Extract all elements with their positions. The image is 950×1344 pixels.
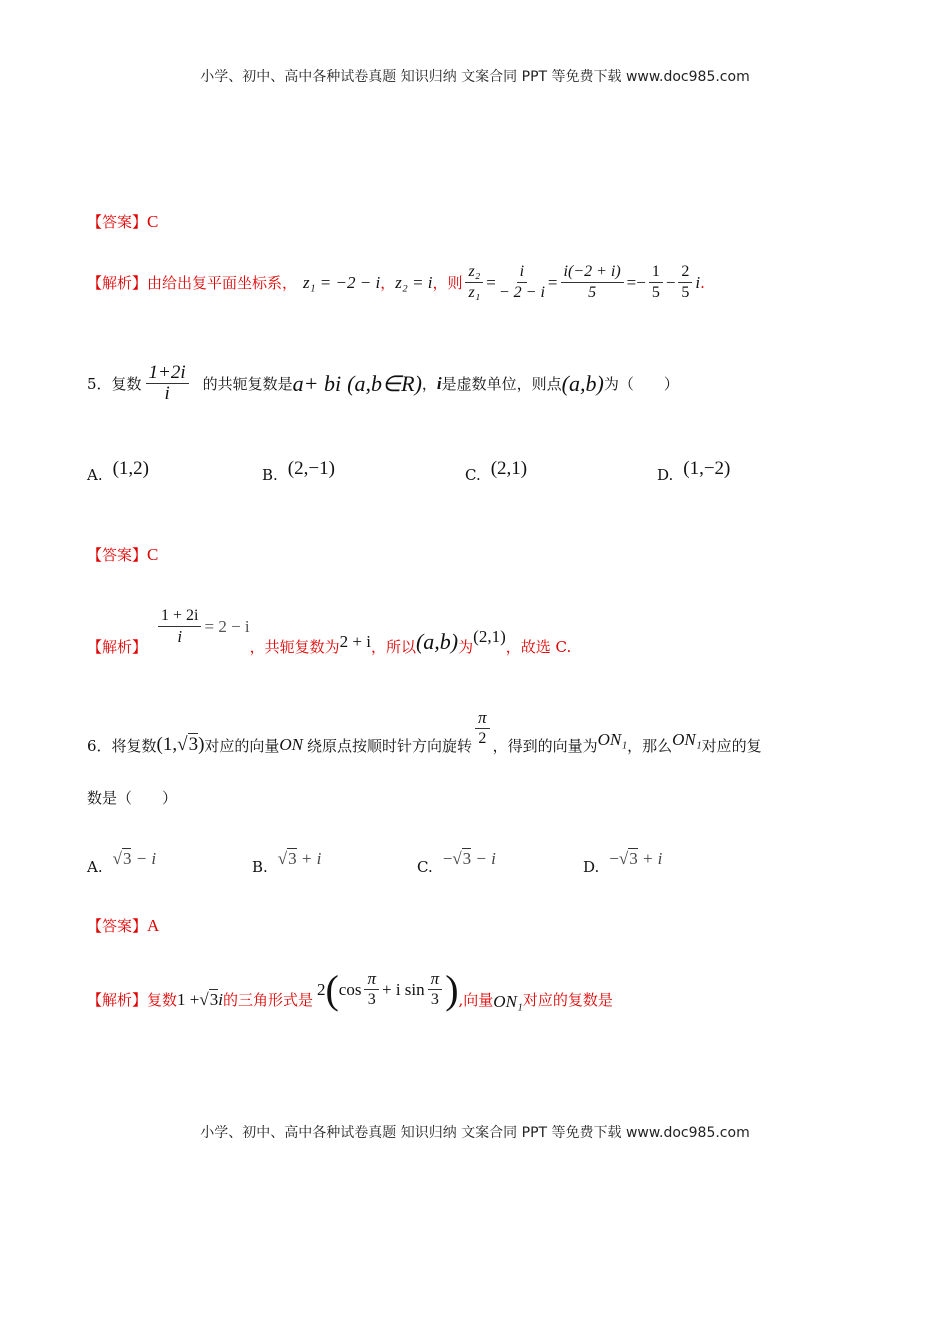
option-b[interactable]: B. (2,−1)	[262, 458, 335, 484]
answer-prev	[87, 211, 158, 232]
math-expr: = 2 − i	[204, 616, 250, 636]
analysis-text: ，所以	[370, 638, 416, 656]
imag-unit: i	[695, 272, 701, 292]
then-text: ，则	[432, 274, 463, 292]
equals: =	[486, 272, 496, 292]
question-text: ，	[421, 375, 437, 393]
question-text: 是虚数单位，则点	[441, 375, 562, 393]
analysis-text: ，共轭复数为	[249, 638, 340, 656]
fraction: $\frac{i(-2 + i)}{5}$	[561, 262, 624, 303]
question-number: 5．复数	[87, 375, 142, 393]
analysis-text: ，故选 C.	[505, 638, 572, 656]
option-a[interactable]: A. √3 − i	[87, 849, 157, 876]
analysis-prev	[87, 262, 705, 303]
math-expr: (a,b)	[561, 370, 604, 396]
vector-on1: ON₁	[493, 991, 523, 1011]
math-expr: 2	[316, 979, 326, 999]
z2: z₂ = i	[395, 272, 433, 292]
answer-6	[87, 915, 159, 936]
question-text: 绕原点按顺时针方向旋转	[307, 736, 473, 755]
period: .	[700, 273, 705, 292]
equals: =	[547, 272, 558, 292]
analysis-text: 的三角形式是	[222, 991, 313, 1009]
question-text: 对应的复	[701, 736, 762, 755]
question-text: ，得到的向量为	[492, 736, 598, 755]
fraction: $\frac{1 + 2i}{i}$	[158, 606, 201, 647]
math-expr: 2 + i	[339, 631, 371, 651]
page-footer: 小学、初中、高中各种试卷真题 知识归纳 文案合同 PPT 等免费下载 www.doc985.com	[200, 1125, 750, 1141]
sqrt-value: 3	[188, 734, 199, 755]
fraction: $\frac{i}{- 2 - i}$	[498, 263, 545, 301]
question-5	[87, 363, 679, 404]
question-text: 对应的向量	[204, 736, 280, 755]
question-text: 的共轭复数是	[202, 375, 293, 393]
answer-label: 【答案】	[87, 917, 148, 935]
vector-on: ON	[279, 735, 304, 754]
option-d[interactable]: D. −√3 + i	[583, 849, 663, 876]
analysis-text: 对应的复数是	[522, 991, 613, 1009]
fraction: $\frac{1}{5}$	[649, 262, 663, 303]
math-expr: a+ bi	[292, 370, 342, 396]
answer-label: 【答案】	[87, 546, 148, 564]
question-number: 6．将复数	[87, 736, 157, 755]
analysis-text: 为	[458, 638, 474, 656]
question-text: 为（ ）	[603, 375, 679, 393]
analysis-label: 【解析】	[87, 991, 148, 1009]
analysis-5	[87, 596, 571, 657]
analysis-label: 【解析】	[87, 274, 148, 292]
sqrt-value: 3	[209, 989, 219, 1009]
fraction: $\frac{\pi}{2}$	[475, 708, 490, 749]
fraction: $\frac{\pi}{3}$	[364, 969, 379, 1010]
answer-value: C	[147, 211, 159, 231]
analysis-text: 复数	[147, 991, 178, 1009]
minus: −	[636, 272, 646, 292]
question-text: ，那么	[627, 736, 673, 755]
vector-on1: ON₁	[597, 730, 628, 749]
analysis-6: 【解析】 复数 1 + √3i 的三角形式是 2 ( cos $\frac{\pi}{3}$ + i sin $\frac{\pi}{3}$ ) ,向量 ON₁ 对应的复数是	[87, 967, 613, 1012]
fraction: $\frac{\pi}{3}$	[428, 969, 443, 1010]
analysis-label: 【解析】	[87, 638, 148, 656]
answer-value: A	[147, 915, 160, 935]
fraction: $\frac{2}{5}$	[678, 262, 692, 303]
separator: ，	[380, 274, 396, 292]
math-expr: (1,	[156, 734, 178, 755]
math-expr: cos	[338, 979, 362, 999]
fraction: $\frac{1+2i}{i}$	[146, 363, 189, 404]
question-6: 6．将复数 (1, √3 ) 对应的向量 ON 绕原点按顺时针方向旋转 $\frac{\pi}{2}$ ，得到的向量为 ON₁ ，那么 ON₁ 对应的复	[87, 707, 762, 755]
math-expr: (2,1)	[473, 626, 506, 646]
math-expr: (a,b∈R)	[347, 370, 422, 396]
analysis-text: ,向量	[458, 991, 494, 1009]
page-header: 小学、初中、高中各种试卷真题 知识归纳 文案合同 PPT 等免费下载 www.doc985.com	[200, 69, 750, 85]
math-expr: + i sin	[382, 979, 425, 999]
math-var: i	[436, 373, 442, 393]
minus: −	[665, 272, 676, 292]
option-c[interactable]: C. (2,1)	[465, 458, 528, 484]
math-expr: (a,b)	[415, 628, 459, 654]
option-d[interactable]: D. (1,−2)	[657, 458, 731, 484]
z1: z₁ = −2 − i	[303, 272, 381, 292]
option-b[interactable]: B. √3 + i	[252, 849, 322, 876]
math-expr: 1 +	[177, 989, 200, 1009]
answer-5	[87, 544, 158, 565]
vector-on1: ON₁	[672, 730, 702, 749]
equals: =	[626, 272, 637, 292]
fraction: $\frac{\text{z₂}}{\text{z₁}}$	[465, 262, 483, 303]
answer-value: C	[147, 544, 159, 564]
question-6-cont: 数是（ ）	[87, 789, 178, 807]
option-a[interactable]: A. (1,2)	[87, 458, 150, 484]
analysis-text: 由给出复平面坐标系，	[147, 274, 298, 292]
answer-label: 【答案】	[87, 213, 148, 231]
math-expr: )	[198, 734, 205, 755]
option-c[interactable]: C. −√3 − i	[417, 849, 496, 876]
